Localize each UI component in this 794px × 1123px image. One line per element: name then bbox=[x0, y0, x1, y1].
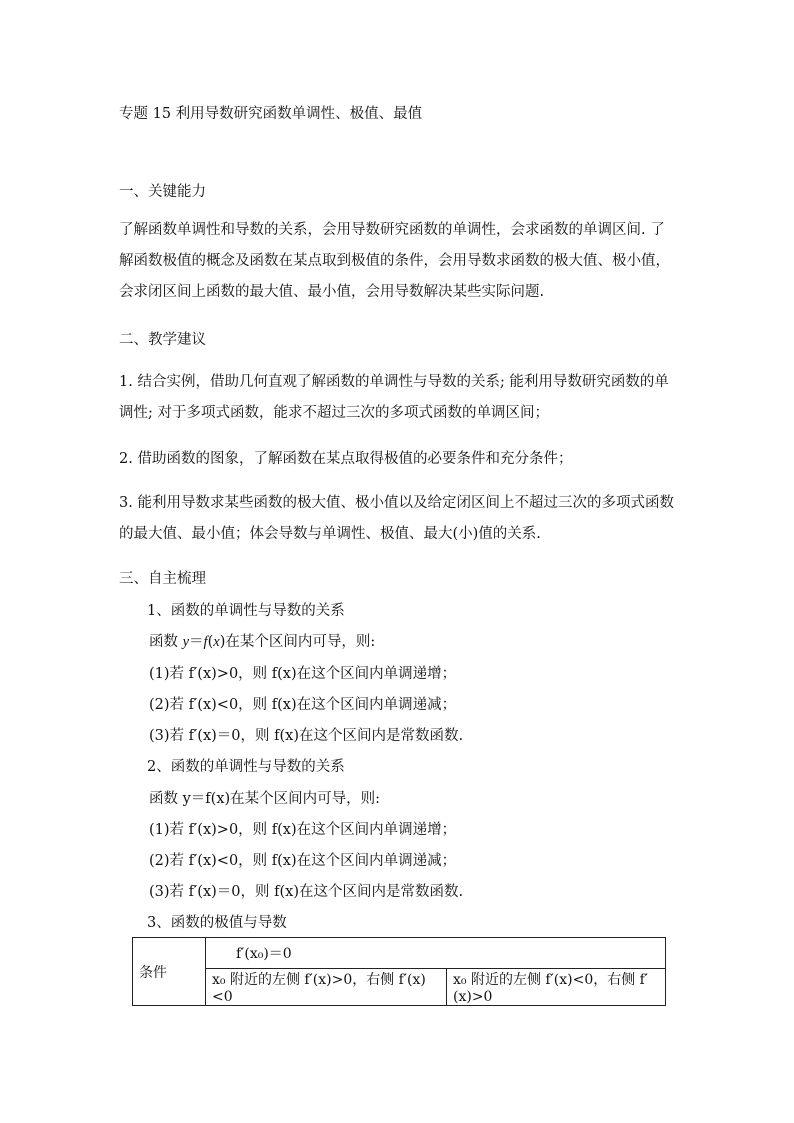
section-1-body: 了解函数单调性和导数的关系，会用导数研究函数的单调性，会求函数的单调区间. 了解函数极值的概念及函数在某点取到极值的条件，会用导数求函数的极大值、极小值，会求闭区间上函数的最大值、最小值，会用导数解决某些实际问题. bbox=[119, 222, 670, 300]
subsection-1-title: 1、函数的单调性与导数的关系 bbox=[147, 603, 345, 619]
section-heading-1: 一、关键能力 bbox=[119, 184, 206, 200]
table-right-cell: x₀ 附近的左侧 f′(x)<0，右侧 f′(x)>0 bbox=[447, 969, 666, 1006]
section-2-item-2: 2. 借助函数的图象，了解函数在某点取得极值的必要条件和充分条件； bbox=[119, 451, 573, 467]
subsection-1-case-3: (3)若 f′(x)＝0，则 f(x)在这个区间内是常数函数. bbox=[149, 728, 464, 744]
section-2-item-1: 1. 结合实例，借助几何直观了解函数的单调性与导数的关系; 能利用导数研究函数的单调性; 对于多项式函数，能求不超过三次的多项式函数的单调区间； bbox=[119, 374, 669, 421]
subsection-1-intro: 函数 y＝f(x)在某个区间内可导，则: bbox=[149, 634, 376, 650]
subsection-1-case-1: (1)若 f′(x)>0，则 f(x)在这个区间内单调递增； bbox=[149, 666, 457, 682]
subsection-2-case-1: (1)若 f′(x)>0，则 f(x)在这个区间内单调递增； bbox=[149, 822, 457, 838]
subsection-1-case-2: (2)若 f′(x)<0，则 f(x)在这个区间内单调递减； bbox=[149, 697, 457, 713]
section-heading-3: 三、自主梳理 bbox=[119, 571, 206, 587]
section-heading-2: 二、教学建议 bbox=[119, 332, 206, 348]
subsection-2-case-3: (3)若 f′(x)＝0，则 f(x)在这个区间内是常数函数. bbox=[149, 884, 464, 900]
extremum-condition-table bbox=[132, 937, 666, 1006]
page-title: 专题 15 利用导数研究函数单调性、极值、最值 bbox=[119, 106, 423, 122]
table-row-label: 条件 bbox=[133, 938, 206, 1006]
section-2-item-3: 3. 能利用导数求某些函数的极大值、极小值以及给定闭区间上不超过三次的多项式函数的最大值、最小值；体会导数与单调性、极值、最大(小)值的关系. bbox=[119, 495, 674, 542]
table-left-cell: x₀ 附近的左侧 f′(x)>0，右侧 f′(x)<0 bbox=[206, 969, 447, 1006]
subsection-2-case-2: (2)若 f′(x)<0，则 f(x)在这个区间内单调递减； bbox=[149, 853, 457, 869]
subsection-3-title: 3、函数的极值与导数 bbox=[147, 915, 287, 931]
subsection-2-intro: 函数 y＝f(x)在某个区间内可导，则: bbox=[149, 791, 381, 807]
subsection-2-title: 2、函数的单调性与导数的关系 bbox=[147, 759, 345, 775]
table-top-cell: f′(x₀)＝0 bbox=[206, 938, 666, 969]
